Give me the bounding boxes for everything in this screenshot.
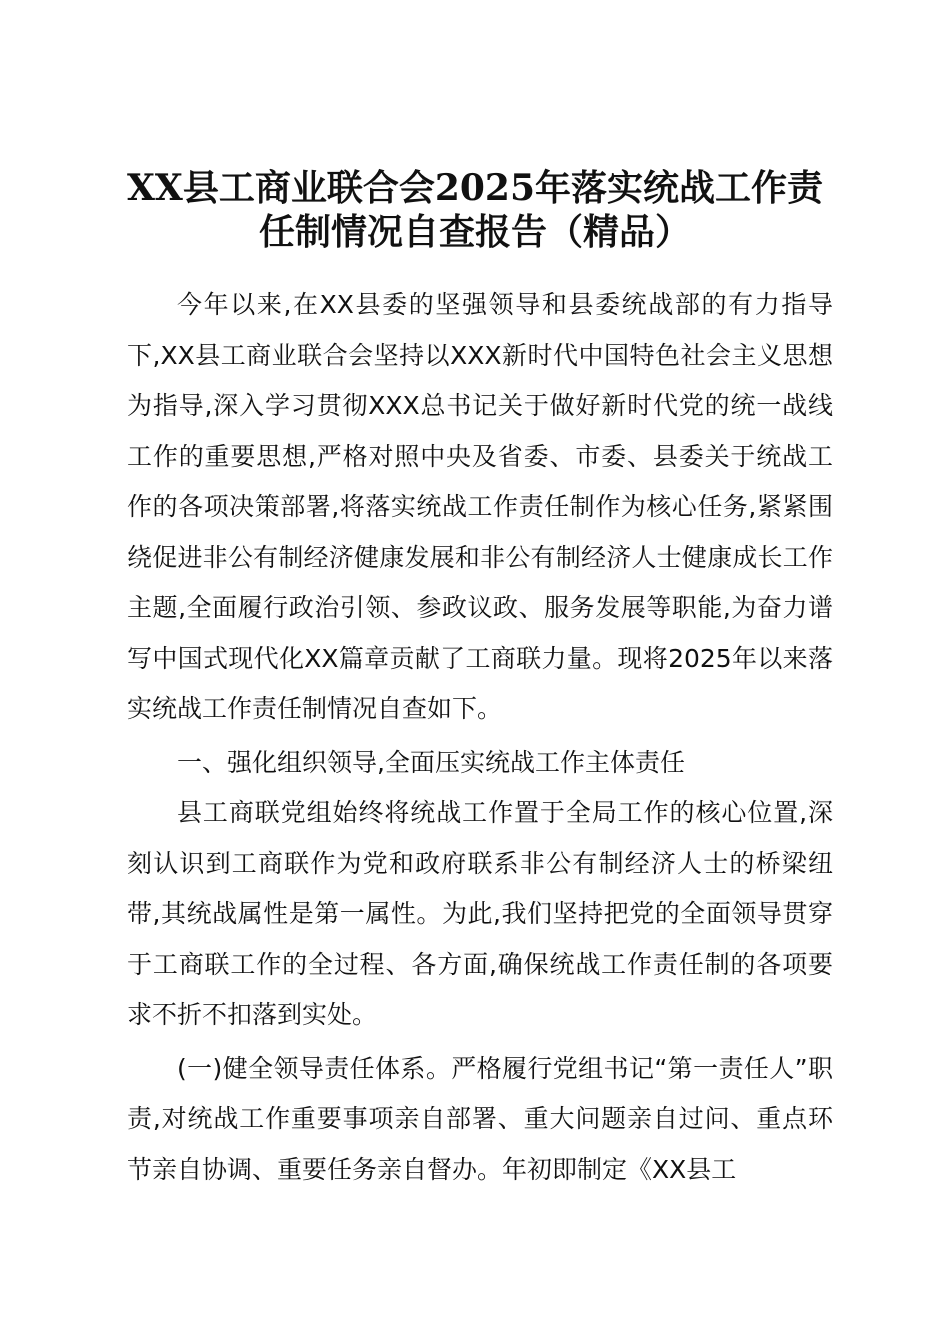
subsection-paragraph-1: (一)健全领导责任体系。严格履行党组书记“第一责任人”职责,对统战工作重要事项亲自部署、重大问题亲自过问、重点环节亲自协调、重要任务亲自督办。年初即制定《XX县工 — [127, 1053, 833, 1184]
intro-paragraph: 今年以来,在XX县委的坚强领导和县委统战部的有力指导下,XX县工商业联合会坚持以XXX新时代中国特色社会主义思想为指导,深入学习贯彻XXX总书记关于做好新时代党的统一战线工作的重要思想,严格对照中央及省委、市委、县委关于统战工作的各项决策部署,将落实统战工作责任制作为核心任务,紧紧围绕促进非公有制经济健康发展和非公有制经济人士健康成长工作主题,全面履行政治引领、参政议政、服务发展等职能,为奋力谱写中国式现代化XX篇章贡献了工商联力量。现将2025年以来落实统战工作责任制情况自查如下。 — [127, 290, 833, 723]
document-title: XX县工商业联合会2025年落实统战工作责任制情况自查报告（精品） — [126, 167, 824, 253]
body-paragraph: 县工商联党组始终将统战工作置于全局工作的核心位置,深刻认识到工商联作为党和政府联系非公有制经济人士的桥梁纽带,其统战属性是第一属性。为此,我们坚持把党的全面领导贯穿于工商联工作的全过程、各方面,确保统战工作责任制的各项要求不折不扣落到实处。 — [127, 798, 833, 1029]
section-heading-1: 一、强化组织领导,全面压实统战工作主体责任 — [177, 747, 685, 777]
document-body — [127, 280, 833, 1195]
